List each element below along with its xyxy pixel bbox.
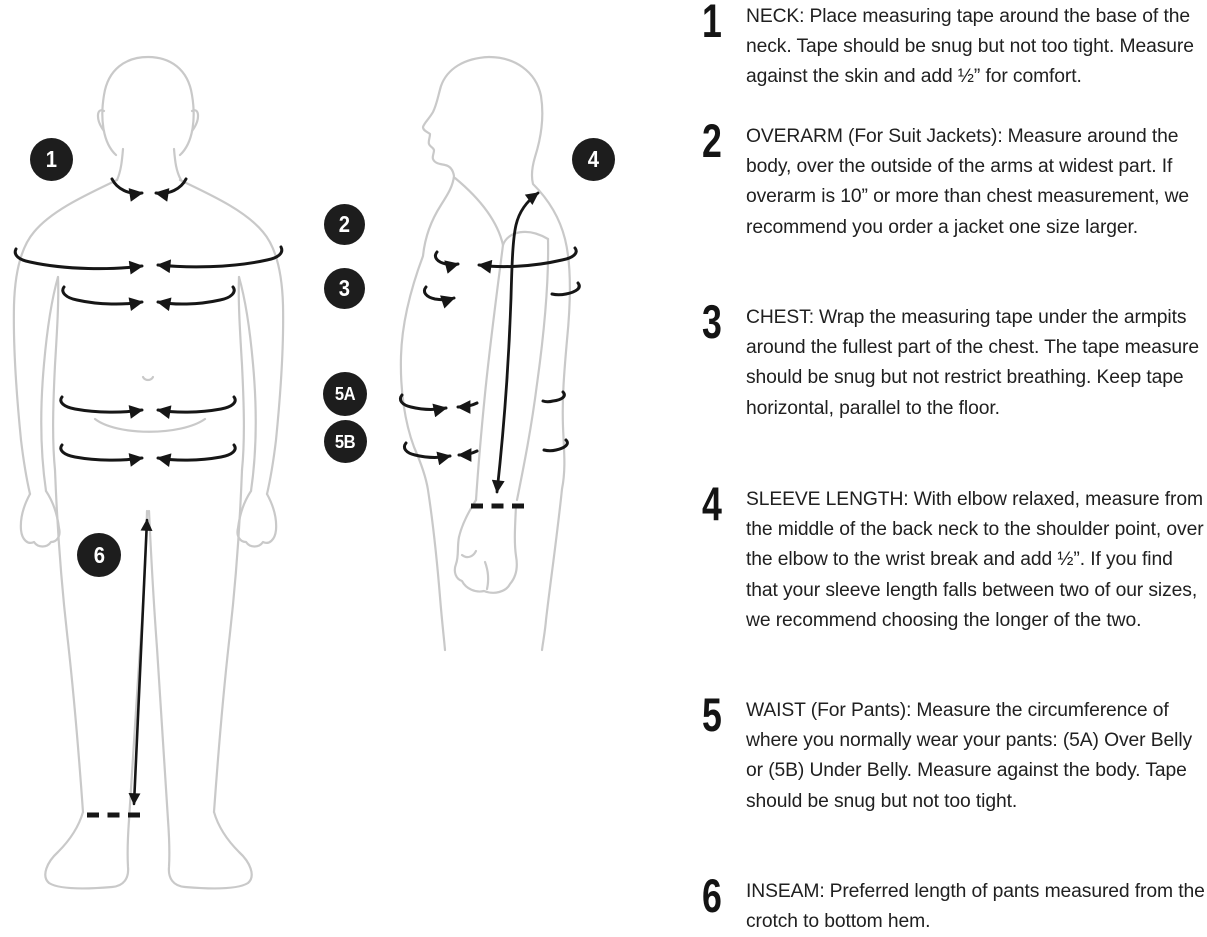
marker-label: 4 bbox=[587, 146, 600, 172]
front-foot-right bbox=[168, 812, 252, 888]
instruction-number: 1 bbox=[702, 0, 722, 47]
front-arm-right-inner bbox=[239, 277, 256, 491]
front-arm-left-inner bbox=[41, 277, 58, 491]
side-head-back-torso bbox=[489, 57, 570, 650]
instruction-item-sleeve-length bbox=[702, 477, 1207, 636]
front-navel bbox=[143, 377, 153, 380]
side-belly-tape-left bbox=[424, 287, 454, 300]
instruction-text bbox=[746, 696, 1207, 817]
instruction-item-waist bbox=[702, 688, 1207, 817]
instruction-text bbox=[746, 122, 1207, 243]
measure-marker-waist-over-belly bbox=[323, 372, 367, 416]
instruction-item-chest bbox=[702, 295, 1207, 424]
instruction-item-neck bbox=[702, 2, 1207, 93]
side-body-outline bbox=[401, 57, 570, 650]
side-chest-tape-left bbox=[435, 252, 458, 265]
front-arm-left bbox=[14, 180, 117, 494]
instruction-body: With elbow relaxed, measure from the middle of the back neck to the shoulder point, over the elbow to the wrist break and add ½”. If you find that your sleeve length falls between two of our sizes, we recommend choosing the longer of the two. bbox=[746, 489, 1204, 631]
marker-label: 6 bbox=[93, 541, 105, 568]
side-waist-over-tape-mid bbox=[458, 403, 477, 407]
side-belly-tape-curl bbox=[552, 283, 579, 295]
measure-marker-sleeve bbox=[572, 138, 615, 181]
marker-label: 1 bbox=[45, 146, 58, 172]
side-hand-finger bbox=[485, 562, 488, 589]
instruction-number: 4 bbox=[702, 477, 722, 530]
instruction-label: INSEAM: bbox=[746, 881, 825, 902]
instruction-number: 3 bbox=[702, 295, 722, 348]
instruction-label: CHEST: bbox=[746, 307, 814, 328]
side-face-front-torso bbox=[401, 57, 489, 650]
measure-marker-neck bbox=[30, 138, 73, 181]
waist-under-tape-right bbox=[158, 445, 235, 460]
marker-label: 5B bbox=[335, 431, 356, 452]
instruction-item-overarm bbox=[702, 114, 1207, 243]
instruction-text bbox=[746, 303, 1207, 424]
instruction-item-inseam bbox=[702, 869, 1207, 937]
measure-marker-inseam bbox=[77, 533, 121, 577]
instruction-number: 2 bbox=[702, 114, 722, 167]
front-body-outline bbox=[14, 57, 283, 888]
instruction-text bbox=[746, 2, 1207, 93]
front-leg-right-inner bbox=[149, 511, 168, 820]
front-foot-left bbox=[45, 812, 129, 888]
instruction-label: WAIST (For Pants): bbox=[746, 700, 912, 721]
side-waist-under-tape-left bbox=[404, 443, 450, 457]
measure-marker-chest bbox=[324, 268, 365, 309]
front-torso-right bbox=[239, 277, 244, 470]
front-hand-left bbox=[21, 491, 60, 547]
inseam-arrow bbox=[134, 520, 147, 804]
instruction-label: SLEEVE LENGTH: bbox=[746, 489, 909, 510]
instruction-number: 6 bbox=[702, 869, 722, 922]
front-torso-left bbox=[53, 277, 58, 470]
instruction-number: 5 bbox=[702, 688, 722, 741]
marker-label: 2 bbox=[338, 211, 351, 237]
chest-tape-right bbox=[158, 287, 234, 304]
side-waist-over-tape-curl bbox=[543, 392, 564, 402]
instruction-label: OVERARM (For Suit Jackets): bbox=[746, 126, 1003, 147]
measure-marker-overarm bbox=[324, 204, 365, 245]
overarm-tape-left bbox=[15, 249, 142, 269]
instruction-body: Measure around the body, over the outside of the arms at widest part. If overarm is 10” or more than chest measurement, we recommend you order a jacket one size larger. bbox=[746, 126, 1190, 238]
front-neck-left bbox=[117, 149, 123, 180]
sleeve-length-arrow bbox=[497, 193, 538, 492]
side-hand bbox=[455, 500, 517, 593]
instruction-list bbox=[690, 0, 1207, 934]
measure-marker-waist-under-belly bbox=[324, 420, 367, 463]
instruction-text bbox=[746, 877, 1207, 937]
side-chest-tape-right bbox=[479, 248, 576, 267]
waist-under-tape-left bbox=[61, 445, 142, 460]
front-belly-curve bbox=[95, 419, 205, 432]
side-shoulder-front bbox=[455, 178, 503, 245]
chest-tape-left bbox=[63, 287, 142, 304]
instruction-text bbox=[746, 485, 1207, 636]
side-hand-thumb bbox=[462, 551, 476, 557]
waist-over-tape-right bbox=[158, 397, 235, 412]
side-arm-back bbox=[517, 239, 548, 500]
side-waist-under-tape-mid bbox=[459, 451, 477, 455]
marker-label: 5A bbox=[334, 384, 356, 404]
side-arm-top bbox=[503, 232, 548, 245]
front-leg-right-outer bbox=[214, 470, 242, 812]
overarm-tape-right bbox=[158, 247, 282, 267]
marker-label: 3 bbox=[338, 275, 351, 301]
instruction-body: Preferred length of pants measured from the crotch to bottom hem. bbox=[746, 881, 1205, 933]
waist-over-tape-left bbox=[61, 397, 142, 412]
front-arm-right bbox=[180, 180, 283, 494]
front-head bbox=[102, 57, 193, 155]
side-waist-over-tape-left bbox=[400, 395, 446, 409]
instruction-body: Place measuring tape around the base of the neck. Tape should be snug but not too tight. Measure against the skin and add ½” for comfort. bbox=[746, 6, 1194, 88]
instruction-body: Wrap the measuring tape under the armpits around the fullest part of the chest. The tape measure should be snug but not restrict breathing. Keep tape horizontal, parallel to the floor. bbox=[746, 307, 1199, 419]
front-leg-left-outer bbox=[55, 470, 83, 812]
front-hand-right bbox=[237, 491, 276, 547]
instruction-label: NECK: bbox=[746, 6, 805, 27]
instruction-body: Measure the circumference of where you normally wear your pants: (5A) Over Belly or (5B) Under Belly. Measure against the body. Tape should be snug but not too tight. bbox=[746, 700, 1193, 812]
